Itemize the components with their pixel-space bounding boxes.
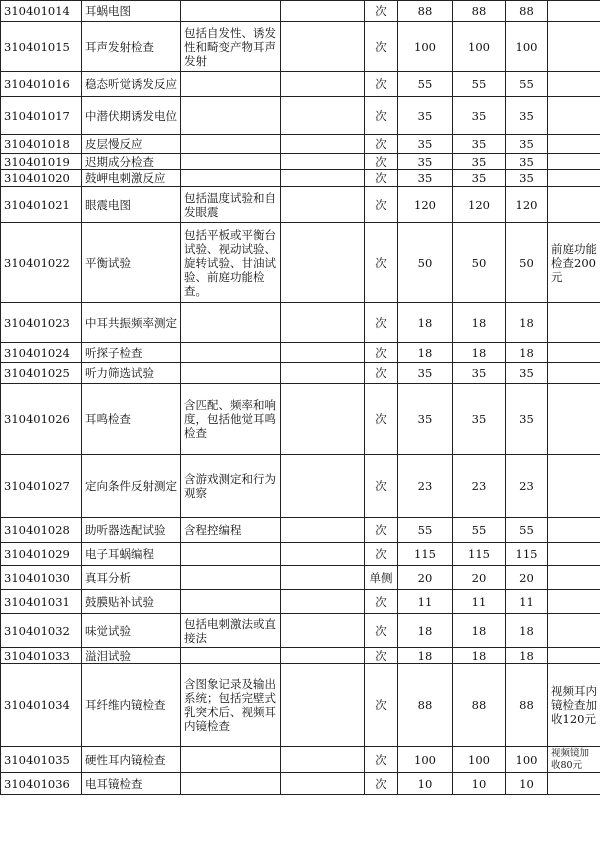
note-cell [548,455,600,518]
price-level-1-cell: 18 [398,648,453,664]
price-level-2-cell: 10 [453,773,506,795]
price-level-3-cell: 20 [506,566,548,590]
item-name-cell: 耳声发射检查 [82,22,181,72]
item-content-cell: 含图象记录及输出系统；包括完壁式乳突术后、视频耳内镜检查 [181,664,281,747]
item-name-cell: 味觉试验 [82,614,181,648]
price-level-3-cell: 35 [506,97,548,135]
item-code-cell: 310401024 [1,343,82,363]
excluded-content-cell [281,363,365,384]
note-cell [548,543,600,566]
price-level-1-cell: 20 [398,566,453,590]
item-code-cell: 310401023 [1,303,82,343]
note-cell: 前庭功能检查200元 [548,223,600,303]
price-level-1-cell: 35 [398,135,453,154]
excluded-content-cell [281,135,365,154]
item-name-cell: 电耳镜检查 [82,773,181,795]
item-content-cell: 含匹配、频率和响度，包括他觉耳鸣检查 [181,384,281,455]
price-level-2-cell: 50 [453,223,506,303]
item-code-cell: 310401025 [1,363,82,384]
excluded-content-cell [281,223,365,303]
item-name-cell: 听探子检查 [82,343,181,363]
price-level-2-cell: 18 [453,614,506,648]
note-cell [548,97,600,135]
item-name-cell: 溢泪试验 [82,648,181,664]
price-level-1-cell: 88 [398,1,453,22]
price-level-1-cell: 115 [398,543,453,566]
unit-cell: 次 [365,223,398,303]
item-name-cell: 定向条件反射测定 [82,455,181,518]
table-row [1,566,600,590]
item-code-cell: 310401026 [1,384,82,455]
item-code-cell: 310401027 [1,455,82,518]
unit-cell: 次 [365,455,398,518]
excluded-content-cell [281,384,365,455]
item-code-cell: 310401016 [1,72,82,97]
excluded-content-cell [281,566,365,590]
price-level-2-cell: 100 [453,747,506,773]
item-code-cell: 310401032 [1,614,82,648]
item-content-cell: 包括平板或平衡台试验、视动试验、旋转试验、甘油试验、前庭功能检查。 [181,223,281,303]
item-name-cell: 硬性耳内镜检查 [82,747,181,773]
price-level-2-cell: 20 [453,566,506,590]
excluded-content-cell [281,747,365,773]
table-row [1,22,600,72]
unit-cell: 次 [365,518,398,543]
note-cell [548,187,600,223]
price-level-2-cell: 88 [453,664,506,747]
item-content-cell [181,590,281,614]
excluded-content-cell [281,455,365,518]
note-cell [548,384,600,455]
item-name-cell: 平衡试验 [82,223,181,303]
price-level-2-cell: 100 [453,22,506,72]
price-level-1-cell: 100 [398,747,453,773]
excluded-content-cell [281,170,365,187]
unit-cell: 次 [365,343,398,363]
unit-cell: 次 [365,154,398,170]
price-level-3-cell: 88 [506,1,548,22]
price-level-2-cell: 35 [453,97,506,135]
item-code-cell: 310401018 [1,135,82,154]
item-content-cell [181,773,281,795]
table-row [1,455,600,518]
price-level-1-cell: 35 [398,97,453,135]
price-level-2-cell: 35 [453,135,506,154]
price-level-3-cell: 23 [506,455,548,518]
note-cell [548,343,600,363]
table-row [1,223,600,303]
excluded-content-cell [281,773,365,795]
note-cell [548,566,600,590]
price-level-2-cell: 35 [453,384,506,455]
item-content-cell [181,170,281,187]
price-level-1-cell: 18 [398,614,453,648]
table-row [1,1,600,22]
item-name-cell: 中耳共振频率测定 [82,303,181,343]
fee-table-body [1,1,600,795]
note-cell [548,518,600,543]
table-row [1,170,600,187]
price-level-1-cell: 35 [398,154,453,170]
note-cell [548,135,600,154]
note-cell [548,648,600,664]
item-content-cell: 包括自发性、诱发性和畸变产物耳声发射 [181,22,281,72]
excluded-content-cell [281,543,365,566]
unit-cell: 次 [365,303,398,343]
table-row [1,648,600,664]
price-level-3-cell: 18 [506,614,548,648]
table-row [1,363,600,384]
price-level-1-cell: 55 [398,72,453,97]
price-level-2-cell: 120 [453,187,506,223]
item-content-cell: 包括电刺激法或直接法 [181,614,281,648]
price-level-3-cell: 55 [506,518,548,543]
item-content-cell [181,303,281,343]
price-level-3-cell: 88 [506,664,548,747]
item-name-cell: 真耳分析 [82,566,181,590]
price-level-3-cell: 18 [506,343,548,363]
price-level-1-cell: 35 [398,363,453,384]
note-cell [548,363,600,384]
unit-cell: 次 [365,363,398,384]
item-code-cell: 310401022 [1,223,82,303]
note-cell [548,614,600,648]
unit-cell: 次 [365,543,398,566]
excluded-content-cell [281,97,365,135]
item-content-cell [181,154,281,170]
item-content-cell: 包括温度试验和自发眼震 [181,187,281,223]
item-code-cell: 310401015 [1,22,82,72]
price-level-1-cell: 100 [398,22,453,72]
item-content-cell [181,97,281,135]
price-level-1-cell: 55 [398,518,453,543]
table-row [1,72,600,97]
item-name-cell: 中潜伏期诱发电位 [82,97,181,135]
item-content-cell: 含游戏测定和行为观察 [181,455,281,518]
price-level-1-cell: 11 [398,590,453,614]
excluded-content-cell [281,187,365,223]
price-level-3-cell: 10 [506,773,548,795]
note-cell [548,72,600,97]
table-row [1,518,600,543]
item-content-cell [181,343,281,363]
price-level-2-cell: 88 [453,1,506,22]
price-level-1-cell: 88 [398,664,453,747]
item-code-cell: 310401028 [1,518,82,543]
item-content-cell [181,1,281,22]
unit-cell: 次 [365,22,398,72]
price-level-3-cell: 35 [506,170,548,187]
price-level-2-cell: 35 [453,363,506,384]
price-level-3-cell: 35 [506,154,548,170]
price-level-1-cell: 18 [398,303,453,343]
item-code-cell: 310401019 [1,154,82,170]
excluded-content-cell [281,343,365,363]
excluded-content-cell [281,614,365,648]
item-code-cell: 310401029 [1,543,82,566]
unit-cell: 次 [365,664,398,747]
price-level-3-cell: 35 [506,384,548,455]
unit-cell: 次 [365,590,398,614]
item-name-cell: 电子耳蜗编程 [82,543,181,566]
table-row [1,747,600,773]
unit-cell: 次 [365,72,398,97]
unit-cell: 次 [365,187,398,223]
item-name-cell: 迟期成分检查 [82,154,181,170]
table-row [1,773,600,795]
price-level-3-cell: 18 [506,303,548,343]
item-content-cell: 含程控编程 [181,518,281,543]
price-level-2-cell: 23 [453,455,506,518]
price-level-1-cell: 23 [398,455,453,518]
price-level-2-cell: 11 [453,590,506,614]
excluded-content-cell [281,648,365,664]
price-level-2-cell: 18 [453,648,506,664]
table-row [1,384,600,455]
table-row [1,664,600,747]
item-code-cell: 310401034 [1,664,82,747]
price-level-3-cell: 120 [506,187,548,223]
excluded-content-cell [281,72,365,97]
table-row [1,590,600,614]
price-level-3-cell: 35 [506,363,548,384]
item-name-cell: 耳鸣检查 [82,384,181,455]
note-cell: 视频镜加收80元 [548,747,600,773]
price-level-1-cell: 35 [398,384,453,455]
item-code-cell: 310401035 [1,747,82,773]
price-level-3-cell: 55 [506,72,548,97]
note-cell [548,154,600,170]
unit-cell: 次 [365,97,398,135]
table-row [1,187,600,223]
item-name-cell: 眼震电图 [82,187,181,223]
table-row [1,543,600,566]
item-content-cell [181,72,281,97]
price-level-3-cell: 100 [506,747,548,773]
unit-cell: 次 [365,773,398,795]
table-row [1,614,600,648]
price-level-3-cell: 115 [506,543,548,566]
item-name-cell: 鼓岬电刺激反应 [82,170,181,187]
item-code-cell: 310401017 [1,97,82,135]
note-cell [548,590,600,614]
unit-cell: 次 [365,747,398,773]
price-level-3-cell: 11 [506,590,548,614]
item-name-cell: 稳态听觉诱发反应 [82,72,181,97]
item-code-cell: 310401021 [1,187,82,223]
item-name-cell: 耳纤维内镜检查 [82,664,181,747]
excluded-content-cell [281,590,365,614]
unit-cell: 单侧 [365,566,398,590]
item-name-cell: 助听器选配试验 [82,518,181,543]
item-name-cell: 听力筛选试验 [82,363,181,384]
price-level-3-cell: 35 [506,135,548,154]
item-content-cell [181,648,281,664]
excluded-content-cell [281,303,365,343]
item-code-cell: 310401014 [1,1,82,22]
unit-cell: 次 [365,648,398,664]
price-level-2-cell: 115 [453,543,506,566]
table-row [1,343,600,363]
unit-cell: 次 [365,614,398,648]
note-cell [548,1,600,22]
table-row [1,303,600,343]
unit-cell: 次 [365,384,398,455]
item-name-cell: 皮层慢反应 [82,135,181,154]
item-name-cell: 鼓膜贴补试验 [82,590,181,614]
price-level-1-cell: 35 [398,170,453,187]
item-content-cell [181,566,281,590]
item-code-cell: 310401020 [1,170,82,187]
note-cell: 视频耳内镜检查加收120元 [548,664,600,747]
unit-cell: 次 [365,1,398,22]
price-level-3-cell: 50 [506,223,548,303]
excluded-content-cell [281,22,365,72]
item-code-cell: 310401031 [1,590,82,614]
note-cell [548,773,600,795]
item-content-cell [181,543,281,566]
price-level-3-cell: 18 [506,648,548,664]
price-level-1-cell: 10 [398,773,453,795]
item-code-cell: 310401033 [1,648,82,664]
price-level-2-cell: 55 [453,518,506,543]
note-cell [548,303,600,343]
item-content-cell [181,135,281,154]
price-level-2-cell: 55 [453,72,506,97]
excluded-content-cell [281,518,365,543]
table-row [1,135,600,154]
unit-cell: 次 [365,135,398,154]
price-level-2-cell: 35 [453,170,506,187]
price-level-2-cell: 35 [453,154,506,170]
excluded-content-cell [281,664,365,747]
item-code-cell: 310401036 [1,773,82,795]
price-level-2-cell: 18 [453,303,506,343]
price-level-1-cell: 120 [398,187,453,223]
price-level-1-cell: 18 [398,343,453,363]
item-content-cell [181,363,281,384]
price-level-3-cell: 100 [506,22,548,72]
table-row [1,154,600,170]
item-content-cell [181,747,281,773]
unit-cell: 次 [365,170,398,187]
note-cell [548,170,600,187]
note-cell [548,22,600,72]
item-code-cell: 310401030 [1,566,82,590]
excluded-content-cell [281,1,365,22]
excluded-content-cell [281,154,365,170]
item-name-cell: 耳蜗电图 [82,1,181,22]
price-level-2-cell: 18 [453,343,506,363]
price-level-1-cell: 50 [398,223,453,303]
table-row [1,97,600,135]
